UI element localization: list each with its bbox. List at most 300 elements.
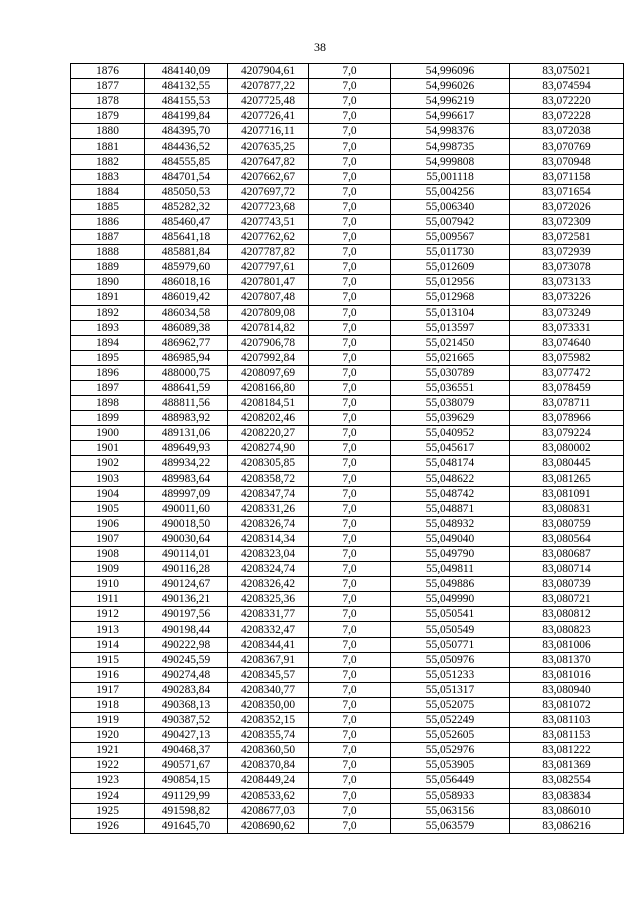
latitude-cell: 55,038079 (391, 396, 510, 411)
latitude-cell: 55,001118 (391, 169, 510, 184)
y-coordinate-cell: 4208449,24 (228, 773, 309, 788)
value-cell: 7,0 (309, 139, 391, 154)
table-row (71, 667, 624, 682)
latitude-cell: 55,052605 (391, 728, 510, 743)
x-coordinate-cell: 484395,70 (145, 124, 228, 139)
value-cell: 7,0 (309, 184, 391, 199)
value-cell: 7,0 (309, 350, 391, 365)
point-number-cell: 1908 (71, 547, 145, 562)
longitude-cell: 83,072581 (510, 230, 624, 245)
table-row (71, 788, 624, 803)
y-coordinate-cell: 4208324,74 (228, 562, 309, 577)
table-row (71, 230, 624, 245)
value-cell: 7,0 (309, 637, 391, 652)
point-number-cell: 1905 (71, 501, 145, 516)
latitude-cell: 55,012609 (391, 260, 510, 275)
table-row (71, 64, 624, 79)
x-coordinate-cell: 484140,09 (145, 64, 228, 79)
y-coordinate-cell: 4208358,72 (228, 471, 309, 486)
value-cell: 7,0 (309, 592, 391, 607)
value-cell: 7,0 (309, 773, 391, 788)
longitude-cell: 83,081153 (510, 728, 624, 743)
value-cell: 7,0 (309, 64, 391, 79)
table-row (71, 471, 624, 486)
latitude-cell: 55,004256 (391, 184, 510, 199)
x-coordinate-cell: 490427,13 (145, 728, 228, 743)
table-row (71, 441, 624, 456)
y-coordinate-cell: 4208355,74 (228, 728, 309, 743)
longitude-cell: 83,073249 (510, 305, 624, 320)
point-number-cell: 1895 (71, 350, 145, 365)
table-row (71, 456, 624, 471)
longitude-cell: 83,071654 (510, 184, 624, 199)
table-row (71, 652, 624, 667)
y-coordinate-cell: 4208350,00 (228, 697, 309, 712)
latitude-cell: 55,021450 (391, 335, 510, 350)
value-cell: 7,0 (309, 471, 391, 486)
value-cell: 7,0 (309, 728, 391, 743)
y-coordinate-cell: 4208184,51 (228, 396, 309, 411)
x-coordinate-cell: 484555,85 (145, 154, 228, 169)
y-coordinate-cell: 4208166,80 (228, 380, 309, 395)
x-coordinate-cell: 490387,52 (145, 713, 228, 728)
longitude-cell: 83,080445 (510, 456, 624, 471)
point-number-cell: 1916 (71, 667, 145, 682)
latitude-cell: 55,045617 (391, 441, 510, 456)
latitude-cell: 55,013104 (391, 305, 510, 320)
latitude-cell: 55,053905 (391, 758, 510, 773)
latitude-cell: 55,048174 (391, 456, 510, 471)
y-coordinate-cell: 4207635,25 (228, 139, 309, 154)
latitude-cell: 55,051317 (391, 682, 510, 697)
x-coordinate-cell: 489131,06 (145, 426, 228, 441)
y-coordinate-cell: 4207716,11 (228, 124, 309, 139)
point-number-cell: 1881 (71, 139, 145, 154)
point-number-cell: 1914 (71, 637, 145, 652)
x-coordinate-cell: 490368,13 (145, 697, 228, 712)
y-coordinate-cell: 4208331,77 (228, 607, 309, 622)
x-coordinate-cell: 486034,58 (145, 305, 228, 320)
x-coordinate-cell: 485050,53 (145, 184, 228, 199)
longitude-cell: 83,072939 (510, 245, 624, 260)
table-row (71, 773, 624, 788)
table-row (71, 531, 624, 546)
longitude-cell: 83,071158 (510, 169, 624, 184)
longitude-cell: 83,086010 (510, 803, 624, 818)
value-cell: 7,0 (309, 335, 391, 350)
point-number-cell: 1883 (71, 169, 145, 184)
value-cell: 7,0 (309, 562, 391, 577)
y-coordinate-cell: 4208533,62 (228, 788, 309, 803)
value-cell: 7,0 (309, 426, 391, 441)
point-number-cell: 1897 (71, 380, 145, 395)
x-coordinate-cell: 491645,70 (145, 818, 228, 833)
latitude-cell: 54,996096 (391, 64, 510, 79)
y-coordinate-cell: 4208352,15 (228, 713, 309, 728)
table-row (71, 411, 624, 426)
x-coordinate-cell: 489934,22 (145, 456, 228, 471)
x-coordinate-cell: 486019,42 (145, 290, 228, 305)
longitude-cell: 83,080002 (510, 441, 624, 456)
point-number-cell: 1904 (71, 486, 145, 501)
value-cell: 7,0 (309, 486, 391, 501)
y-coordinate-cell: 4207662,67 (228, 169, 309, 184)
table-row (71, 396, 624, 411)
x-coordinate-cell: 486985,94 (145, 350, 228, 365)
latitude-cell: 55,050549 (391, 622, 510, 637)
table-row (71, 260, 624, 275)
point-number-cell: 1900 (71, 426, 145, 441)
point-number-cell: 1887 (71, 230, 145, 245)
y-coordinate-cell: 4207743,51 (228, 214, 309, 229)
y-coordinate-cell: 4207726,41 (228, 109, 309, 124)
value-cell: 7,0 (309, 622, 391, 637)
point-number-cell: 1877 (71, 79, 145, 94)
y-coordinate-cell: 4208360,50 (228, 743, 309, 758)
point-number-cell: 1921 (71, 743, 145, 758)
longitude-cell: 83,073226 (510, 290, 624, 305)
y-coordinate-cell: 4208323,04 (228, 547, 309, 562)
x-coordinate-cell: 490018,50 (145, 516, 228, 531)
y-coordinate-cell: 4207807,48 (228, 290, 309, 305)
y-coordinate-cell: 4208314,34 (228, 531, 309, 546)
latitude-cell: 55,006340 (391, 199, 510, 214)
table-row (71, 713, 624, 728)
table-row (71, 245, 624, 260)
y-coordinate-cell: 4208332,47 (228, 622, 309, 637)
longitude-cell: 83,081370 (510, 652, 624, 667)
longitude-cell: 83,081016 (510, 667, 624, 682)
table-row (71, 79, 624, 94)
x-coordinate-cell: 491129,99 (145, 788, 228, 803)
longitude-cell: 83,072228 (510, 109, 624, 124)
x-coordinate-cell: 486018,16 (145, 275, 228, 290)
value-cell: 7,0 (309, 652, 391, 667)
table-row (71, 607, 624, 622)
y-coordinate-cell: 4207904,61 (228, 64, 309, 79)
longitude-cell: 83,080812 (510, 607, 624, 622)
longitude-cell: 83,074594 (510, 79, 624, 94)
table-row (71, 305, 624, 320)
point-number-cell: 1909 (71, 562, 145, 577)
point-number-cell: 1878 (71, 94, 145, 109)
point-number-cell: 1922 (71, 758, 145, 773)
latitude-cell: 55,048932 (391, 516, 510, 531)
latitude-cell: 55,050541 (391, 607, 510, 622)
latitude-cell: 54,996617 (391, 109, 510, 124)
x-coordinate-cell: 488641,59 (145, 380, 228, 395)
value-cell: 7,0 (309, 290, 391, 305)
latitude-cell: 54,999808 (391, 154, 510, 169)
value-cell: 7,0 (309, 94, 391, 109)
value-cell: 7,0 (309, 547, 391, 562)
longitude-cell: 83,080759 (510, 516, 624, 531)
value-cell: 7,0 (309, 456, 391, 471)
coordinates-table (70, 63, 624, 834)
y-coordinate-cell: 4208097,69 (228, 365, 309, 380)
longitude-cell: 83,081222 (510, 743, 624, 758)
point-number-cell: 1925 (71, 803, 145, 818)
value-cell: 7,0 (309, 79, 391, 94)
latitude-cell: 55,030789 (391, 365, 510, 380)
longitude-cell: 83,079224 (510, 426, 624, 441)
longitude-cell: 83,081369 (510, 758, 624, 773)
longitude-cell: 83,072026 (510, 199, 624, 214)
x-coordinate-cell: 484199,84 (145, 109, 228, 124)
table-row (71, 547, 624, 562)
x-coordinate-cell: 490198,44 (145, 622, 228, 637)
point-number-cell: 1896 (71, 365, 145, 380)
x-coordinate-cell: 490854,15 (145, 773, 228, 788)
x-coordinate-cell: 485641,18 (145, 230, 228, 245)
point-number-cell: 1926 (71, 818, 145, 833)
value-cell: 7,0 (309, 320, 391, 335)
latitude-cell: 54,996026 (391, 79, 510, 94)
table-row (71, 682, 624, 697)
point-number-cell: 1882 (71, 154, 145, 169)
point-number-cell: 1894 (71, 335, 145, 350)
longitude-cell: 83,078459 (510, 380, 624, 395)
y-coordinate-cell: 4207647,82 (228, 154, 309, 169)
y-coordinate-cell: 4208345,57 (228, 667, 309, 682)
longitude-cell: 83,086216 (510, 818, 624, 833)
latitude-cell: 55,036551 (391, 380, 510, 395)
point-number-cell: 1885 (71, 199, 145, 214)
x-coordinate-cell: 488000,75 (145, 365, 228, 380)
x-coordinate-cell: 490283,84 (145, 682, 228, 697)
x-coordinate-cell: 488811,56 (145, 396, 228, 411)
table-row (71, 577, 624, 592)
latitude-cell: 55,063579 (391, 818, 510, 833)
value-cell: 7,0 (309, 758, 391, 773)
y-coordinate-cell: 4208220,27 (228, 426, 309, 441)
longitude-cell: 83,078966 (510, 411, 624, 426)
point-number-cell: 1919 (71, 713, 145, 728)
value-cell: 7,0 (309, 245, 391, 260)
latitude-cell: 55,049990 (391, 592, 510, 607)
latitude-cell: 55,009567 (391, 230, 510, 245)
table-row (71, 320, 624, 335)
value-cell: 7,0 (309, 818, 391, 833)
point-number-cell: 1891 (71, 290, 145, 305)
point-number-cell: 1918 (71, 697, 145, 712)
point-number-cell: 1886 (71, 214, 145, 229)
longitude-cell: 83,080714 (510, 562, 624, 577)
x-coordinate-cell: 489983,64 (145, 471, 228, 486)
x-coordinate-cell: 485979,60 (145, 260, 228, 275)
latitude-cell: 55,052976 (391, 743, 510, 758)
longitude-cell: 83,073133 (510, 275, 624, 290)
latitude-cell: 55,050771 (391, 637, 510, 652)
latitude-cell: 55,049886 (391, 577, 510, 592)
value-cell: 7,0 (309, 577, 391, 592)
page-number: 38 (314, 40, 326, 54)
table-row (71, 214, 624, 229)
longitude-cell: 83,080823 (510, 622, 624, 637)
x-coordinate-cell: 484701,54 (145, 169, 228, 184)
y-coordinate-cell: 4208326,74 (228, 516, 309, 531)
y-coordinate-cell: 4207797,61 (228, 260, 309, 275)
table-row (71, 743, 624, 758)
point-number-cell: 1915 (71, 652, 145, 667)
x-coordinate-cell: 490136,21 (145, 592, 228, 607)
value-cell: 7,0 (309, 516, 391, 531)
table-row (71, 818, 624, 833)
y-coordinate-cell: 4208347,74 (228, 486, 309, 501)
longitude-cell: 83,080721 (510, 592, 624, 607)
table-row (71, 562, 624, 577)
x-coordinate-cell: 485282,32 (145, 199, 228, 214)
value-cell: 7,0 (309, 365, 391, 380)
x-coordinate-cell: 488983,92 (145, 411, 228, 426)
table-row (71, 290, 624, 305)
table-row (71, 592, 624, 607)
latitude-cell: 55,056449 (391, 773, 510, 788)
point-number-cell: 1907 (71, 531, 145, 546)
y-coordinate-cell: 4208305,85 (228, 456, 309, 471)
longitude-cell: 83,082554 (510, 773, 624, 788)
point-number-cell: 1898 (71, 396, 145, 411)
point-number-cell: 1923 (71, 773, 145, 788)
x-coordinate-cell: 484155,53 (145, 94, 228, 109)
latitude-cell: 55,011730 (391, 245, 510, 260)
point-number-cell: 1924 (71, 788, 145, 803)
value-cell: 7,0 (309, 803, 391, 818)
value-cell: 7,0 (309, 743, 391, 758)
table-row (71, 184, 624, 199)
x-coordinate-cell: 490011,60 (145, 501, 228, 516)
y-coordinate-cell: 4207814,82 (228, 320, 309, 335)
y-coordinate-cell: 4208274,90 (228, 441, 309, 456)
longitude-cell: 83,081103 (510, 713, 624, 728)
value-cell: 7,0 (309, 380, 391, 395)
value-cell: 7,0 (309, 260, 391, 275)
value-cell: 7,0 (309, 230, 391, 245)
y-coordinate-cell: 4207697,72 (228, 184, 309, 199)
longitude-cell: 83,081006 (510, 637, 624, 652)
point-number-cell: 1920 (71, 728, 145, 743)
longitude-cell: 83,072038 (510, 124, 624, 139)
latitude-cell: 55,049811 (391, 562, 510, 577)
longitude-cell: 83,080564 (510, 531, 624, 546)
y-coordinate-cell: 4208370,84 (228, 758, 309, 773)
longitude-cell: 83,081091 (510, 486, 624, 501)
point-number-cell: 1910 (71, 577, 145, 592)
y-coordinate-cell: 4207877,22 (228, 79, 309, 94)
x-coordinate-cell: 490116,28 (145, 562, 228, 577)
value-cell: 7,0 (309, 682, 391, 697)
point-number-cell: 1902 (71, 456, 145, 471)
longitude-cell: 83,075021 (510, 64, 624, 79)
latitude-cell: 54,998376 (391, 124, 510, 139)
point-number-cell: 1912 (71, 607, 145, 622)
value-cell: 7,0 (309, 214, 391, 229)
latitude-cell: 55,063156 (391, 803, 510, 818)
table-row (71, 758, 624, 773)
longitude-cell: 83,072309 (510, 214, 624, 229)
x-coordinate-cell: 490571,67 (145, 758, 228, 773)
y-coordinate-cell: 4208326,42 (228, 577, 309, 592)
longitude-cell: 83,075982 (510, 350, 624, 365)
x-coordinate-cell: 490114,01 (145, 547, 228, 562)
point-number-cell: 1906 (71, 516, 145, 531)
point-number-cell: 1879 (71, 109, 145, 124)
y-coordinate-cell: 4207762,62 (228, 230, 309, 245)
latitude-cell: 55,039629 (391, 411, 510, 426)
y-coordinate-cell: 4207992,84 (228, 350, 309, 365)
table-row (71, 275, 624, 290)
y-coordinate-cell: 4208325,36 (228, 592, 309, 607)
point-number-cell: 1892 (71, 305, 145, 320)
value-cell: 7,0 (309, 396, 391, 411)
value-cell: 7,0 (309, 788, 391, 803)
table-row (71, 728, 624, 743)
y-coordinate-cell: 4208690,62 (228, 818, 309, 833)
latitude-cell: 55,048622 (391, 471, 510, 486)
table-row (71, 622, 624, 637)
table-row (71, 637, 624, 652)
latitude-cell: 55,007942 (391, 214, 510, 229)
latitude-cell: 54,996219 (391, 94, 510, 109)
table-row (71, 516, 624, 531)
longitude-cell: 83,078711 (510, 396, 624, 411)
table-row (71, 139, 624, 154)
longitude-cell: 83,077472 (510, 365, 624, 380)
x-coordinate-cell: 484132,55 (145, 79, 228, 94)
value-cell: 7,0 (309, 124, 391, 139)
y-coordinate-cell: 4207809,08 (228, 305, 309, 320)
value-cell: 7,0 (309, 169, 391, 184)
longitude-cell: 83,081072 (510, 697, 624, 712)
x-coordinate-cell: 490274,48 (145, 667, 228, 682)
latitude-cell: 55,048742 (391, 486, 510, 501)
y-coordinate-cell: 4207906,78 (228, 335, 309, 350)
y-coordinate-cell: 4208202,46 (228, 411, 309, 426)
y-coordinate-cell: 4208340,77 (228, 682, 309, 697)
x-coordinate-cell: 486089,38 (145, 320, 228, 335)
latitude-cell: 55,048871 (391, 501, 510, 516)
longitude-cell: 83,080739 (510, 577, 624, 592)
table-row (71, 154, 624, 169)
y-coordinate-cell: 4207725,48 (228, 94, 309, 109)
x-coordinate-cell: 484436,52 (145, 139, 228, 154)
value-cell: 7,0 (309, 411, 391, 426)
longitude-cell: 83,070948 (510, 154, 624, 169)
point-number-cell: 1880 (71, 124, 145, 139)
table-row (71, 350, 624, 365)
x-coordinate-cell: 485881,84 (145, 245, 228, 260)
table-row (71, 486, 624, 501)
latitude-cell: 55,050976 (391, 652, 510, 667)
latitude-cell: 55,058933 (391, 788, 510, 803)
value-cell: 7,0 (309, 109, 391, 124)
longitude-cell: 83,081265 (510, 471, 624, 486)
value-cell: 7,0 (309, 441, 391, 456)
point-number-cell: 1911 (71, 592, 145, 607)
x-coordinate-cell: 490222,98 (145, 637, 228, 652)
longitude-cell: 83,074640 (510, 335, 624, 350)
y-coordinate-cell: 4207787,82 (228, 245, 309, 260)
y-coordinate-cell: 4208367,91 (228, 652, 309, 667)
longitude-cell: 83,073331 (510, 320, 624, 335)
x-coordinate-cell: 490245,59 (145, 652, 228, 667)
point-number-cell: 1876 (71, 64, 145, 79)
point-number-cell: 1888 (71, 245, 145, 260)
longitude-cell: 83,080831 (510, 501, 624, 516)
latitude-cell: 55,012956 (391, 275, 510, 290)
point-number-cell: 1917 (71, 682, 145, 697)
value-cell: 7,0 (309, 199, 391, 214)
